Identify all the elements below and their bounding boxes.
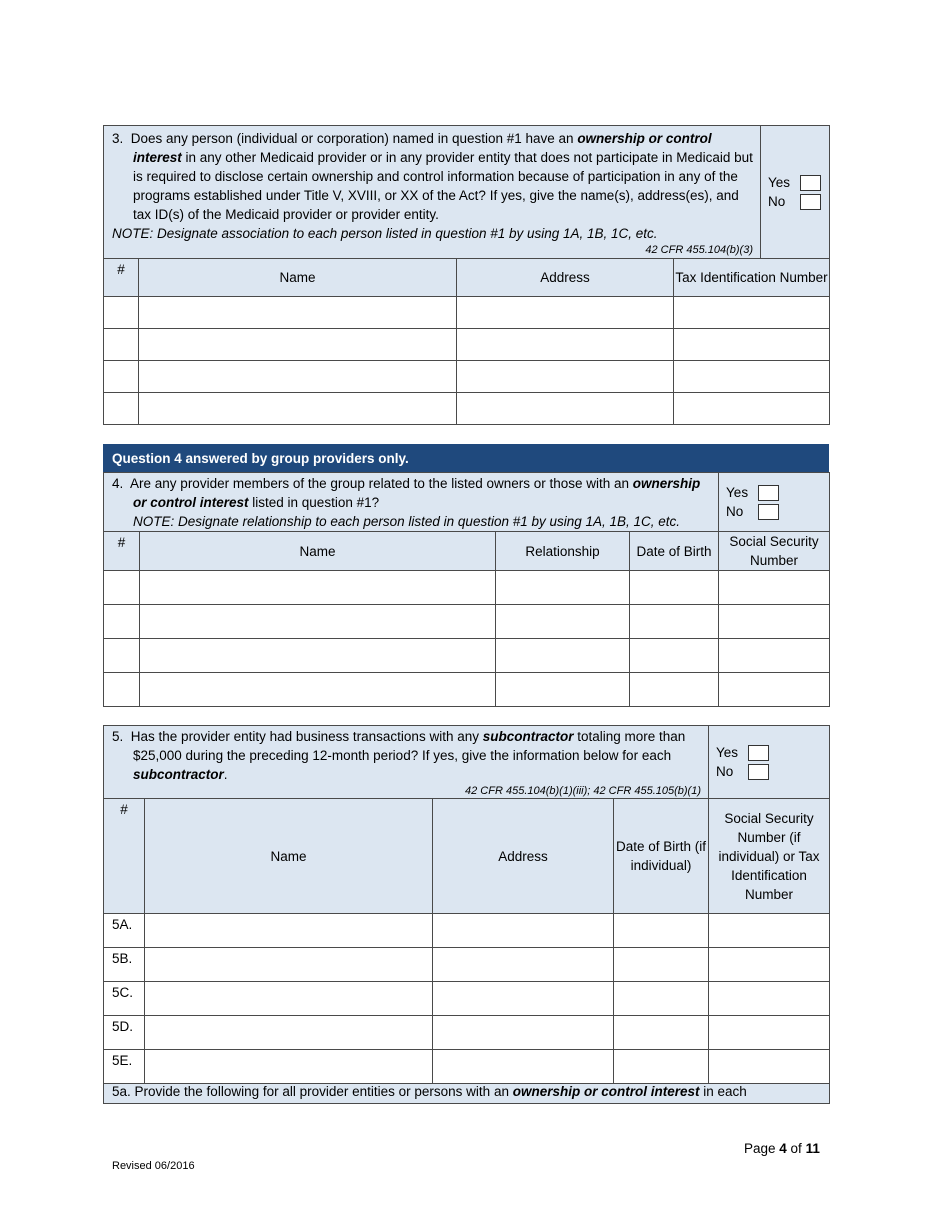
cell-ssn[interactable] bbox=[719, 605, 830, 639]
cell-address[interactable] bbox=[433, 948, 614, 982]
table-row bbox=[104, 571, 830, 605]
header-date-of-birth: Date of Birth (if individual) bbox=[614, 799, 709, 914]
question-5-no-checkbox[interactable] bbox=[748, 764, 769, 780]
question-5-yes-no bbox=[709, 726, 830, 799]
cell-name[interactable] bbox=[145, 1050, 433, 1084]
header-tax-id: Tax Identification Number bbox=[674, 259, 830, 297]
cell-name[interactable] bbox=[145, 948, 433, 982]
cell-relationship[interactable] bbox=[496, 673, 630, 707]
cell-address[interactable] bbox=[457, 329, 674, 361]
row-label: 5D. bbox=[104, 1016, 145, 1050]
row-label: 5C. bbox=[104, 982, 145, 1016]
cell-address[interactable] bbox=[457, 297, 674, 329]
header-number: # bbox=[104, 799, 145, 914]
question-3-text-cell bbox=[104, 126, 761, 259]
cell-date-of-birth[interactable] bbox=[614, 982, 709, 1016]
cell-address[interactable] bbox=[433, 982, 614, 1016]
question-5-yes-checkbox[interactable] bbox=[748, 745, 769, 761]
question-5-section bbox=[103, 725, 829, 1104]
yes-label: Yes bbox=[716, 745, 739, 760]
row-label: 5E. bbox=[104, 1050, 145, 1084]
cell-ssn-or-tax-id[interactable] bbox=[709, 982, 830, 1016]
question-4-banner: Question 4 answered by group providers only. bbox=[103, 444, 829, 472]
header-number: # bbox=[104, 532, 140, 571]
header-number: # bbox=[104, 259, 139, 297]
header-name: Name bbox=[140, 532, 496, 571]
question-4-prompt: 4. Are any provider members of the group related to the listed owners or those with an ownership or control interest listed in question #1? bbox=[112, 476, 701, 510]
cell-relationship[interactable] bbox=[496, 639, 630, 673]
cell-date-of-birth[interactable] bbox=[630, 639, 719, 673]
cell-name[interactable] bbox=[140, 571, 496, 605]
question-5a-text-cell bbox=[104, 1084, 830, 1104]
cell-number[interactable] bbox=[104, 605, 140, 639]
table-row bbox=[104, 673, 830, 707]
cell-date-of-birth[interactable] bbox=[614, 914, 709, 948]
cell-name[interactable] bbox=[139, 329, 457, 361]
question-4-no-checkbox[interactable] bbox=[758, 504, 779, 520]
header-social-security-number: Social Security Number bbox=[719, 532, 830, 571]
no-label: No bbox=[716, 764, 734, 779]
table-row bbox=[104, 393, 830, 425]
row-label: 5A. bbox=[104, 914, 145, 948]
question-4-text-cell bbox=[104, 473, 719, 532]
cell-address[interactable] bbox=[433, 1016, 614, 1050]
cell-name[interactable] bbox=[140, 673, 496, 707]
question-5-table bbox=[103, 725, 830, 1104]
table-row bbox=[104, 639, 830, 673]
question-3-no-checkbox[interactable] bbox=[800, 194, 821, 210]
revision-date: Revised 06/2016 bbox=[112, 1160, 195, 1172]
question-4-yes-no bbox=[719, 473, 830, 532]
no-label: No bbox=[726, 504, 744, 519]
cell-name[interactable] bbox=[145, 982, 433, 1016]
cell-ssn-or-tax-id[interactable] bbox=[709, 914, 830, 948]
question-5-citation: 42 CFR 455.104(b)(1)(iii); 42 CFR 455.105(b)(1) bbox=[465, 785, 701, 797]
cell-date-of-birth[interactable] bbox=[630, 605, 719, 639]
question-3-yes-no bbox=[761, 126, 830, 259]
question-5a-prompt: 5a. Provide the following for all provider entities or persons with an ownership or control interest in each bbox=[112, 1084, 747, 1099]
cell-name[interactable] bbox=[140, 605, 496, 639]
cell-relationship[interactable] bbox=[496, 571, 630, 605]
cell-name[interactable] bbox=[145, 914, 433, 948]
question-3-citation: 42 CFR 455.104(b)(3) bbox=[645, 243, 753, 256]
header-ssn-or-tax-id: Social Security Number (if individual) or Tax Identification Number bbox=[709, 799, 830, 914]
question-3-section bbox=[103, 125, 829, 425]
header-address: Address bbox=[433, 799, 614, 914]
cell-ssn[interactable] bbox=[719, 639, 830, 673]
cell-number[interactable] bbox=[104, 297, 139, 329]
cell-name[interactable] bbox=[139, 297, 457, 329]
cell-relationship[interactable] bbox=[496, 605, 630, 639]
cell-date-of-birth[interactable] bbox=[630, 673, 719, 707]
cell-number[interactable] bbox=[104, 361, 139, 393]
header-name: Name bbox=[145, 799, 433, 914]
header-date-of-birth: Date of Birth bbox=[630, 532, 719, 571]
question-4-table bbox=[103, 472, 830, 707]
cell-date-of-birth[interactable] bbox=[614, 1016, 709, 1050]
cell-number[interactable] bbox=[104, 639, 140, 673]
table-row bbox=[104, 948, 830, 982]
question-4-note: NOTE: Designate relationship to each person listed in question #1 by using 1A, 1B, 1C, etc. bbox=[133, 514, 681, 529]
yes-label: Yes bbox=[768, 175, 791, 190]
question-3-prompt: 3. Does any person (individual or corporation) named in question #1 have an ownership or control interest in any other Medicaid provider or in any provider entity that does not participate in Medicaid but is required to disclose certain ownership and control information because of participation in any of the programs established under Title V, XVIII, or XX of the Act? If yes, give the name(s), address(es), and tax ID(s) of the Medicaid provider or provider entity. bbox=[112, 130, 753, 222]
table-row bbox=[104, 361, 830, 393]
question-4-yes-checkbox[interactable] bbox=[758, 485, 779, 501]
question-5-text-cell bbox=[104, 726, 709, 799]
cell-name[interactable] bbox=[145, 1016, 433, 1050]
row-label: 5B. bbox=[104, 948, 145, 982]
table-row bbox=[104, 297, 830, 329]
cell-tax-id[interactable] bbox=[674, 297, 830, 329]
page-number: Page 4 of 11 bbox=[744, 1141, 820, 1156]
table-row bbox=[104, 1016, 830, 1050]
cell-ssn-or-tax-id[interactable] bbox=[709, 948, 830, 982]
header-address: Address bbox=[457, 259, 674, 297]
cell-date-of-birth[interactable] bbox=[614, 1050, 709, 1084]
question-3-table bbox=[103, 125, 830, 425]
table-row bbox=[104, 329, 830, 361]
question-3-yes-checkbox[interactable] bbox=[800, 175, 821, 191]
table-row bbox=[104, 914, 830, 948]
cell-ssn-or-tax-id[interactable] bbox=[709, 1016, 830, 1050]
cell-number[interactable] bbox=[104, 571, 140, 605]
cell-tax-id[interactable] bbox=[674, 329, 830, 361]
cell-date-of-birth[interactable] bbox=[630, 571, 719, 605]
cell-tax-id[interactable] bbox=[674, 393, 830, 425]
header-relationship: Relationship bbox=[496, 532, 630, 571]
cell-address[interactable] bbox=[457, 361, 674, 393]
cell-ssn[interactable] bbox=[719, 673, 830, 707]
table-row bbox=[104, 605, 830, 639]
cell-number[interactable] bbox=[104, 673, 140, 707]
cell-address[interactable] bbox=[457, 393, 674, 425]
cell-name[interactable] bbox=[139, 361, 457, 393]
cell-date-of-birth[interactable] bbox=[614, 948, 709, 982]
table-row bbox=[104, 982, 830, 1016]
question-5-prompt: 5. Has the provider entity had business transactions with any subcontractor totaling more than $25,000 during the preceding 12-month period? If yes, give the information below for each subcontractor. bbox=[112, 729, 686, 782]
question-3-note: NOTE: Designate association to each person listed in question #1 by using 1A, 1B, 1C, etc. bbox=[112, 225, 658, 241]
cell-name[interactable] bbox=[139, 393, 457, 425]
cell-address[interactable] bbox=[433, 1050, 614, 1084]
question-4-section bbox=[103, 444, 829, 707]
cell-ssn[interactable] bbox=[719, 571, 830, 605]
cell-number[interactable] bbox=[104, 329, 139, 361]
table-row bbox=[104, 1050, 830, 1084]
cell-number[interactable] bbox=[104, 393, 139, 425]
cell-tax-id[interactable] bbox=[674, 361, 830, 393]
no-label: No bbox=[768, 194, 786, 209]
header-name: Name bbox=[139, 259, 457, 297]
cell-ssn-or-tax-id[interactable] bbox=[709, 1050, 830, 1084]
cell-name[interactable] bbox=[140, 639, 496, 673]
yes-label: Yes bbox=[726, 485, 749, 500]
cell-address[interactable] bbox=[433, 914, 614, 948]
